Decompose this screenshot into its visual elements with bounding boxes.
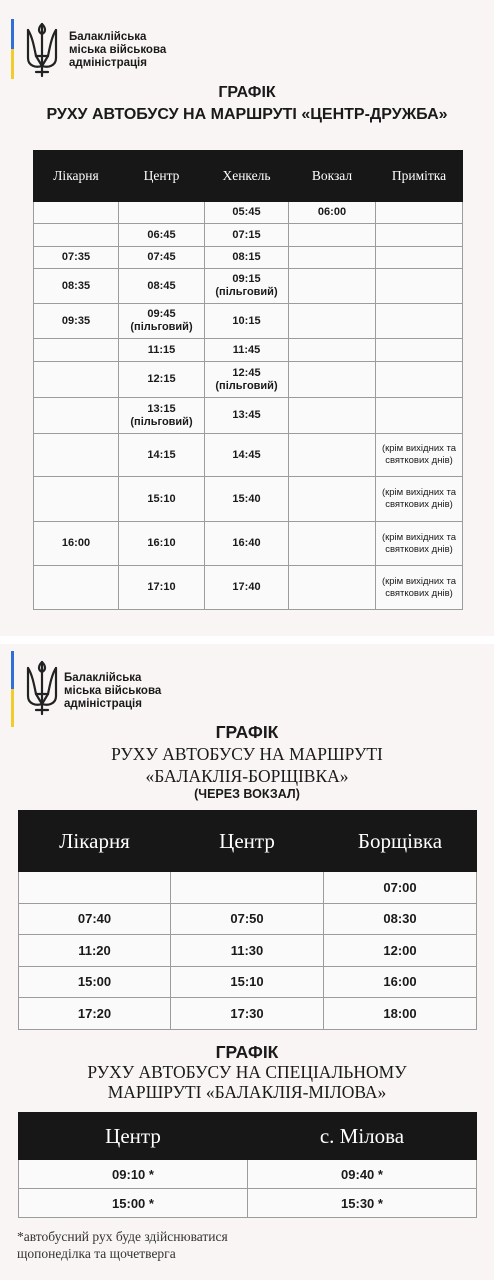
note-text: (крім вихідних та святкових днів) <box>381 487 457 510</box>
time-text: 05:45 <box>232 206 261 218</box>
schedule2-row <box>19 872 477 904</box>
cell-tsentr: 15:00 * <box>19 1189 248 1218</box>
cell-likarnia: 17:20 <box>19 998 171 1030</box>
schedule3-row <box>19 1189 477 1218</box>
time-text: 12:15 <box>147 373 176 385</box>
org-line-2: міська військова <box>69 44 167 56</box>
cell-tsentr <box>119 202 205 224</box>
time-text: 07:35 <box>61 251 91 263</box>
cell-tsentr <box>119 434 205 477</box>
schedule1-row <box>34 269 463 304</box>
discount-label: (пільговий) <box>215 379 278 392</box>
cell-tsentr: 07:50 <box>171 903 324 935</box>
cell-likarnia <box>34 522 119 566</box>
time-text: 11:45 <box>232 343 261 356</box>
schedule1-row <box>34 304 463 339</box>
cell-khenkel <box>205 522 289 566</box>
cell-likarnia <box>34 247 119 269</box>
time-text: 15:10 <box>147 492 176 505</box>
cell-prymitka <box>376 362 463 398</box>
schedule3-title-line-2: РУХУ АВТОБУСУ НА СПЕЦІАЛЬНОМУ <box>87 1062 407 1082</box>
cell-likarnia <box>19 872 171 904</box>
col-header-prymitka: Примітка <box>376 151 463 202</box>
cell-tsentr <box>119 477 205 522</box>
cell-milova: 09:40 * <box>248 1160 477 1189</box>
cell-tsentr <box>119 566 205 610</box>
cell-borshchivka: 18:00 <box>324 998 477 1030</box>
schedule-panel-centr-druzhba <box>0 0 494 636</box>
time-text: 10:15 <box>232 314 261 327</box>
time-text: 16:00 <box>61 537 91 549</box>
schedule1-row <box>34 362 463 398</box>
cell-khenkel <box>205 269 289 304</box>
time-text: 16:40 <box>232 537 261 549</box>
cell-vokzal <box>289 269 376 304</box>
schedule2-row <box>19 903 477 935</box>
time-text: 14:45 <box>232 448 261 461</box>
schedule2-row <box>19 966 477 998</box>
cell-khenkel <box>205 434 289 477</box>
time-text: 17:40 <box>232 581 261 593</box>
cell-khenkel <box>205 477 289 522</box>
col-header-borshchivka: Борщівка <box>324 811 477 872</box>
cell-likarnia <box>34 202 119 224</box>
schedule1-title <box>0 82 494 126</box>
cell-tsentr <box>119 269 205 304</box>
cell-tsentr: 17:30 <box>171 998 324 1030</box>
cell-vokzal <box>289 398 376 434</box>
cell-khenkel <box>205 224 289 247</box>
schedule3-title-line-1: ГРАФІК <box>215 1042 279 1062</box>
cell-prymitka <box>376 304 463 339</box>
org-line-3: адміністрація <box>69 57 147 69</box>
schedule1-row <box>34 202 463 224</box>
org-line-2: міська військова <box>64 685 162 697</box>
time-text: 07:15 <box>232 228 261 241</box>
cell-vokzal <box>289 224 376 247</box>
time-text: 12:45 <box>232 366 261 379</box>
cell-borshchivka: 07:00 <box>324 872 477 904</box>
cell-likarnia <box>34 398 119 434</box>
cell-vokzal <box>289 304 376 339</box>
cell-likarnia: 11:20 <box>19 935 171 967</box>
org-name <box>64 672 161 711</box>
cell-likarnia <box>34 269 119 304</box>
cell-prymitka <box>376 566 463 610</box>
org-line-3: адміністрація <box>64 698 142 710</box>
trident-emblem-icon <box>22 20 62 80</box>
note-text: (крім вихідних та святкових днів) <box>381 575 457 599</box>
footnote <box>17 1228 228 1262</box>
footnote-line-1: *автобусний рух буде здійснюватися <box>17 1229 228 1244</box>
cell-vokzal <box>289 477 376 522</box>
col-header-likarnia: Лікарня <box>19 811 171 872</box>
cell-tsentr: 15:10 <box>171 966 324 998</box>
cell-milova: 15:30 * <box>248 1189 477 1218</box>
cell-vokzal <box>289 434 376 477</box>
cell-tsentr <box>119 224 205 247</box>
schedule2-table <box>18 810 477 1030</box>
cell-tsentr: 09:10 * <box>19 1160 248 1189</box>
cell-likarnia: 07:40 <box>19 903 171 935</box>
time-text: 06:45 <box>147 228 176 241</box>
org-line-1: Балаклійська <box>69 31 147 43</box>
note-text: (крім вихідних та святкових днів) <box>381 531 457 555</box>
cell-likarnia: 15:00 <box>19 966 171 998</box>
cell-vokzal <box>289 202 376 224</box>
schedule3-row <box>19 1160 477 1189</box>
cell-borshchivka: 08:30 <box>324 903 477 935</box>
time-text: 13:15 <box>147 402 176 415</box>
cell-prymitka <box>376 522 463 566</box>
col-header-likarnia: Лікарня <box>34 151 119 202</box>
schedule3-title <box>0 1042 494 1102</box>
schedule1-table <box>33 150 463 610</box>
schedule1-title-line-1: ГРАФІК <box>218 84 276 101</box>
note-text: (крім вихідних та святкових днів) <box>381 443 457 466</box>
discount-label: (пільговий) <box>130 321 193 333</box>
schedule3-title-line-3: МАРШРУТІ «БАЛАКЛІЯ-МІЛОВА» <box>107 1082 387 1102</box>
time-text: 14:15 <box>147 448 176 461</box>
schedule1-row <box>34 434 463 477</box>
cell-khenkel <box>205 304 289 339</box>
cell-khenkel <box>205 339 289 362</box>
cell-khenkel <box>205 398 289 434</box>
col-header-tsentr: Центр <box>119 151 205 202</box>
discount-label: (пільговий) <box>215 286 278 298</box>
cell-tsentr <box>119 339 205 362</box>
col-header-tsentr: Центр <box>171 811 324 872</box>
cell-khenkel <box>205 362 289 398</box>
time-text: 11:15 <box>147 343 176 356</box>
time-text: 15:40 <box>232 492 261 505</box>
schedule1-row <box>34 566 463 610</box>
cell-vokzal <box>289 247 376 269</box>
cell-likarnia <box>34 477 119 522</box>
cell-prymitka <box>376 477 463 522</box>
time-text: 09:35 <box>61 314 91 327</box>
schedule1-title-line-2: РУХУ АВТОБУСУ НА МАРШРУТІ «ЦЕНТР-ДРУЖБА» <box>46 106 448 123</box>
schedule2-title <box>0 721 494 801</box>
cell-likarnia <box>34 304 119 339</box>
cell-prymitka <box>376 398 463 434</box>
cell-prymitka <box>376 202 463 224</box>
schedule1-row <box>34 224 463 247</box>
schedule2-title-line-2: РУХУ АВТОБУСУ НА МАРШРУТІ <box>111 744 383 764</box>
schedule2-title-line-4: (ЧЕРЕЗ ВОКЗАЛ) <box>194 787 300 801</box>
cell-khenkel <box>205 202 289 224</box>
cell-likarnia <box>34 339 119 362</box>
cell-prymitka <box>376 339 463 362</box>
cell-prymitka <box>376 269 463 304</box>
cell-tsentr <box>119 304 205 339</box>
schedule3-table <box>18 1112 477 1218</box>
time-text: 09:45 <box>147 308 176 320</box>
schedule2-title-line-3: «БАЛАКЛІЯ-БОРЩІВКА» <box>145 766 349 786</box>
time-text: 07:45 <box>147 251 176 263</box>
schedule2-header-row <box>19 811 477 872</box>
cell-khenkel <box>205 247 289 269</box>
cell-tsentr <box>119 247 205 269</box>
schedule1-row <box>34 398 463 434</box>
org-line-1: Балаклійська <box>64 672 142 684</box>
cell-vokzal <box>289 522 376 566</box>
cell-likarnia <box>34 224 119 247</box>
time-text: 06:00 <box>317 206 347 218</box>
cell-borshchivka: 12:00 <box>324 935 477 967</box>
cell-likarnia <box>34 566 119 610</box>
cell-likarnia <box>34 362 119 398</box>
cell-tsentr <box>119 398 205 434</box>
time-text: 17:10 <box>147 581 176 593</box>
col-header-vokzal: Вокзал <box>289 151 376 202</box>
cell-prymitka <box>376 224 463 247</box>
cell-likarnia <box>34 434 119 477</box>
time-text: 08:15 <box>232 251 261 263</box>
cell-vokzal <box>289 362 376 398</box>
cell-borshchivka: 16:00 <box>324 966 477 998</box>
schedule1-row <box>34 247 463 269</box>
schedule1-row <box>34 522 463 566</box>
col-header-khenkel: Хенкель <box>205 151 289 202</box>
time-text: 08:45 <box>147 279 176 292</box>
col-header-milova: с. Мілова <box>248 1113 477 1160</box>
footnote-line-2: щопонеділка та щочетверга <box>17 1246 176 1261</box>
cell-tsentr: 11:30 <box>171 935 324 967</box>
cell-tsentr <box>119 522 205 566</box>
time-text: 13:45 <box>232 409 261 421</box>
discount-label: (пільговий) <box>130 415 193 428</box>
schedule1-row <box>34 477 463 522</box>
time-text: 09:15 <box>232 273 261 285</box>
cell-tsentr <box>171 872 324 904</box>
time-text: 16:10 <box>147 537 176 549</box>
schedule2-title-line-1: ГРАФІК <box>215 722 279 742</box>
col-header-tsentr: Центр <box>19 1113 248 1160</box>
org-name <box>69 31 166 70</box>
trident-emblem-icon <box>22 658 62 718</box>
cell-prymitka <box>376 247 463 269</box>
cell-vokzal <box>289 339 376 362</box>
time-text: 08:35 <box>61 279 91 292</box>
cell-tsentr <box>119 362 205 398</box>
schedule1-row <box>34 339 463 362</box>
schedule3-header-row <box>19 1113 477 1160</box>
cell-prymitka <box>376 434 463 477</box>
schedule1-header-row <box>34 151 463 202</box>
flag-bar <box>11 19 14 79</box>
flag-bar <box>11 651 14 727</box>
schedule2-row <box>19 935 477 967</box>
cell-vokzal <box>289 566 376 610</box>
schedule2-row <box>19 998 477 1030</box>
cell-khenkel <box>205 566 289 610</box>
